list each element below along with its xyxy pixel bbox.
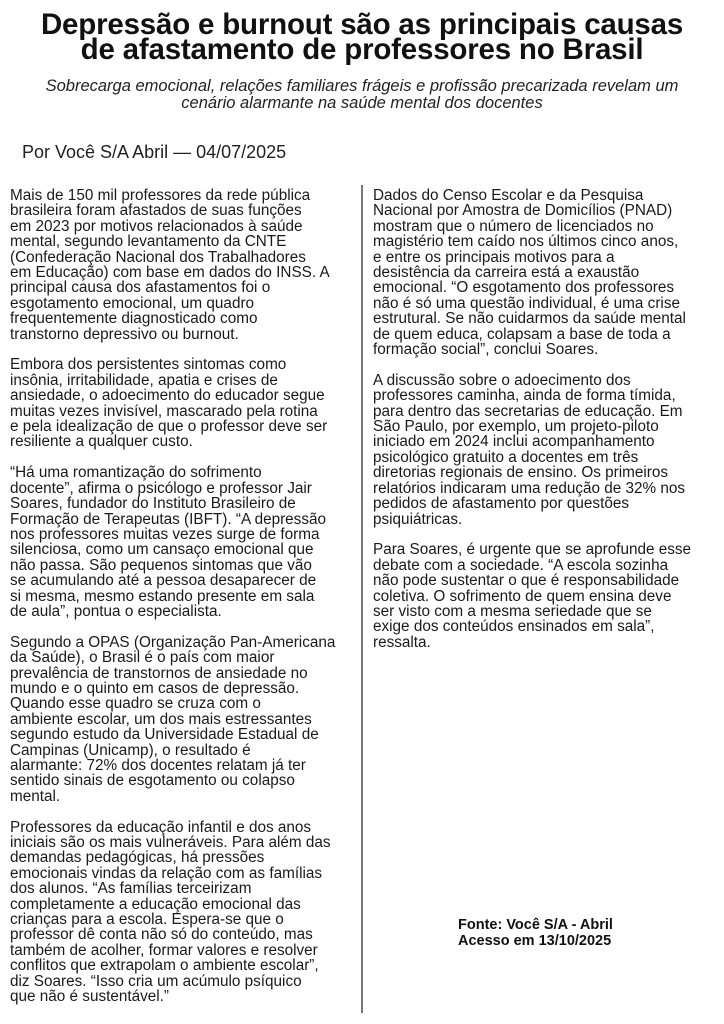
paragraph: Embora dos persistentes sintomas como insônia, irritabilidade, apatia e crises de ansiedade, o adoecimento do educador segue muitas vezes invisível, mascarado pela rotina e pela idealização de que o professor deve ser resiliente a qualquer custo. (10, 356, 328, 451)
paragraph: Dados do Censo Escolar e da Pesquisa Nacional por Amostra de Domicílios (PNAD) mostram que o número de licenciados no magistério tem caído nos últimos cinco anos, e entre os principais motivos para a desistência da carreira está a exaustão emocional. “O esgotamento dos professores não é só uma questão individual, é uma crise estrutural. Se não cuidarmos da saúde mental de quem educa, colapsam a base de toda a formação social”, conclui Soares. (373, 187, 686, 359)
article-title: Depressão e burnout são as principais causas de afastamento de professores no Brasil (40, 8, 684, 66)
source-citation: Fonte: Você S/A - Abril Acesso em 13/10/2025 (458, 917, 613, 949)
article-byline: Por Você S/A Abril — 04/07/2025 (22, 142, 287, 162)
column-divider (361, 185, 363, 1013)
paragraph: Segundo a OPAS (Organização Pan-Americana da Saúde), o Brasil é o país com maior prevalência de transtornos de ansiedade no mundo e o quinto em casos de depressão. Quando esse quadro se cruza com o ambiente escolar, um dos mais estressantes segundo estudo da Universidade Estadual de Campinas (Unicamp), o resultado é alarmante: 72% dos docentes relatam já ter sentido sinais de esgotamento ou colapso mental. (10, 633, 336, 805)
paragraph: Mais de 150 mil professores da rede pública brasileira foram afastados de suas funções em 2023 por motivos relacionados à saúde mental, segundo levantamento da CNTE (Confederação Nacional dos Trabalhadores em Educação) com base em dados do INSS. A principal causa dos afastamentos foi o esgotamento emocional, um quadro frequentemente diagnosticado como transtorno depressivo ou burnout. (10, 187, 330, 343)
paragraph: A discussão sobre o adoecimento dos professores caminha, ainda de forma tímida, para dentro das secretarias de educação. Em São Paulo, por exemplo, um projeto-piloto iniciado em 2024 inclui acompanhamento psicológico gratuito a docentes em três diretorias regionais de ensino. Os primeiros relatórios indicaram uma redução de 32% nos pedidos de afastamento por questões psiquiátricas. (373, 371, 686, 528)
paragraph: “Há uma romantização do sofrimento docente”, afirma o psicólogo e professor Jair Soares, fundador do Instituto Brasileiro de Formação de Terapeutas (IBFT). “A depressão nos professores muitas vezes surge de forma silenciosa, como um cansaço emocional que não passa. São pequenos sintomas que vão se acumulando até a pessoa desaparecer de si mesma, mesmo estando presente em sala de aula”, pontua o especialista. (10, 464, 326, 620)
paragraph: Professores da educação infantil e dos anos iniciais são os mais vulneráveis. Para além das demandas pedagógicas, há pressões emocionais vindas da relação com as famílias dos alunos. “As famílias terceirizam completamente a educação emocional das crianças para a escola. Espera-se que o professor dê conta não só do conteúdo, mas também de acolher, formar valores e resolver conflitos que extrapolam o ambiente escolar”, diz Soares. “Isso cria um acúmulo psíquico que não é sustentável.” (10, 818, 331, 1006)
paragraph: Para Soares, é urgente que se aprofunde esse debate com a sociedade. “A escola sozinha não pode sustentar o que é responsabilidade coletiva. O sofrimento de quem ensina deve ser visto com a mesma seriedade que se exige dos conteúdos ensinados em sala”, ressalta. (373, 541, 692, 651)
right-column (373, 188, 723, 666)
left-column (10, 188, 360, 1020)
article-subtitle: Sobrecarga emocional, relações familiares frágeis e profissão precarizada revelam um cenário alarmante na saúde mental dos docentes (45, 77, 679, 112)
